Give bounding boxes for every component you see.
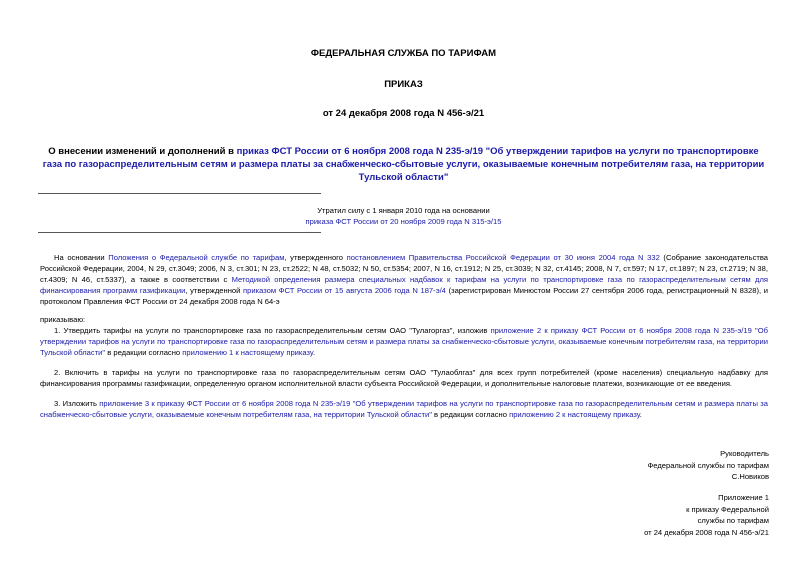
signer-name: С.Новиков — [731, 472, 769, 481]
order-word: приказываю: — [40, 315, 86, 324]
document-title — [38, 145, 769, 184]
methodology-link[interactable]: Методикой определения размера специальных надбавок к тарифам на услуги по транспортировке газа по газораспределительным сетям для финансирования программ газификации — [40, 275, 768, 295]
repeal-status-text: Утратил силу с 1 января 2010 года на основании — [317, 206, 490, 215]
preamble-text: (зарегистрирован Минюстом России 27 сентября 2006 года, регистрационный N 8328), и протоколом Правления ФСТ России от 24 декабря 2008 года N 64-э — [40, 286, 769, 306]
item-1-paragraph — [40, 325, 768, 358]
appendix-1-reference-link[interactable]: приложению 1 к настоящему приказу — [182, 348, 313, 357]
item-3-text: в редакции согласно — [431, 410, 510, 419]
government-decree-link[interactable]: постановлением Правительства Российской Федерации от 30 июня 2004 года N 332 — [346, 253, 660, 262]
item-3-paragraph — [40, 398, 768, 420]
item-3-text: 3. Изложить — [54, 399, 100, 408]
document-type: ПРИКАЗ — [384, 79, 423, 90]
fst-order-187-link[interactable]: приказом ФСТ России от 15 августа 2006 года N 187-э/4 — [243, 286, 446, 295]
appendix-ref-line: к приказу Федеральной — [686, 504, 769, 514]
preamble-text: На основании — [54, 253, 109, 262]
appendix-3-link[interactable]: приложение 3 к приказу ФСТ России от 6 ноября 2008 года N 235-э/19 "Об утверждении тарифов на услуги по транспортировке газа по газораспределительным сетям и размера платы за снабженческо-сбытовые услуги, оказываемые конечным потребителям газа, на территории Тульской области" — [40, 399, 768, 419]
repeal-order-link[interactable]: приказа ФСТ России от 20 ноября 2009 года N 315-э/15 — [305, 217, 502, 226]
signature-block — [648, 448, 770, 483]
preamble-text: , утвержденного — [284, 253, 347, 262]
appendix-2-reference-link[interactable]: приложению 2 к настоящему приказу — [509, 410, 640, 419]
preamble-text: (Собрание законодательства Российской Федерации, 2004, N 29, ст.3049; 2006, N 3, ст.301; N 23, ст.2522; N 48, ст.5032; N 50, ст.5354; 2007, N 16, ст.1912; N 25, ст.3039; N 32, ст.4145; 2008, N 7, ст.597; N 17, ст.1897; N 23, ст.2719; N 38, ст.4309; N 46, ст.5337), а также в соответствии с — [40, 253, 769, 284]
bottom-divider — [38, 232, 321, 233]
appendix-2-link[interactable]: приложение 2 к приказу ФСТ России от 6 ноября 2008 года N 235-э/19 "Об утверждении тарифов на услуги по транспортировке газа по газораспределительным сетям и размера платы за снабженческо-сбытовые услуги, оказываемые конечным потребителям газа, на территории Тульской области" — [40, 326, 768, 357]
top-divider — [38, 193, 321, 194]
agency-name: ФЕДЕРАЛЬНАЯ СЛУЖБА ПО ТАРИФАМ — [310, 48, 497, 59]
signer-organization: Федеральной службы по тарифам — [647, 460, 769, 470]
repeal-status — [0, 205, 807, 227]
appendix-ref-date: от 24 декабря 2008 года N 456-э/21 — [644, 527, 769, 537]
preamble-text: , утвержденной — [185, 286, 244, 295]
title-amended-order-link[interactable]: приказ ФСТ России от 6 ноября 2008 года N 235-э/19 "Об утверждении тарифов на услуги по транспортировке газа по газораспределительным сетям и размера платы за снабженческо-сбытовые услуги, оказываемые конечным потребителям газа, на территории Тульской области" — [42, 146, 765, 183]
title-prefix: О внесении изменений и дополнений в — [48, 146, 237, 157]
appendix-number: Приложение 1 — [718, 493, 769, 502]
item-1-text: 1. Утвердить тарифы на услуги по транспортировке газа по газораспределительным сетям ОАО "Тулагоргаз", изложив — [54, 326, 491, 335]
appendix-header — [644, 492, 769, 538]
regulation-link[interactable]: Положения о Федеральной службе по тарифам — [108, 253, 285, 262]
item-1-text: . — [312, 348, 316, 357]
item-3-text: . — [639, 410, 642, 419]
signer-role: Руководитель — [720, 449, 769, 458]
item-2-paragraph: 2. Включить в тарифы на услуги по транспортировке газа по газораспределительным сетям ОАО "Тулаоблгаз" для всех групп потребителей (кроме населения) специальную надбавку для финансирования программы газификации, определенную органом исполнительной власти субъекта Российской Федерации, и дополнительные налоговые платежи, возникающие от ее введения. — [40, 368, 768, 388]
item-1-text: в редакции согласно — [105, 348, 183, 357]
document-date-number: от 24 декабря 2008 года N 456-э/21 — [322, 108, 485, 119]
preamble-paragraph — [40, 252, 768, 307]
appendix-ref-line: службы по тарифам — [697, 516, 769, 525]
